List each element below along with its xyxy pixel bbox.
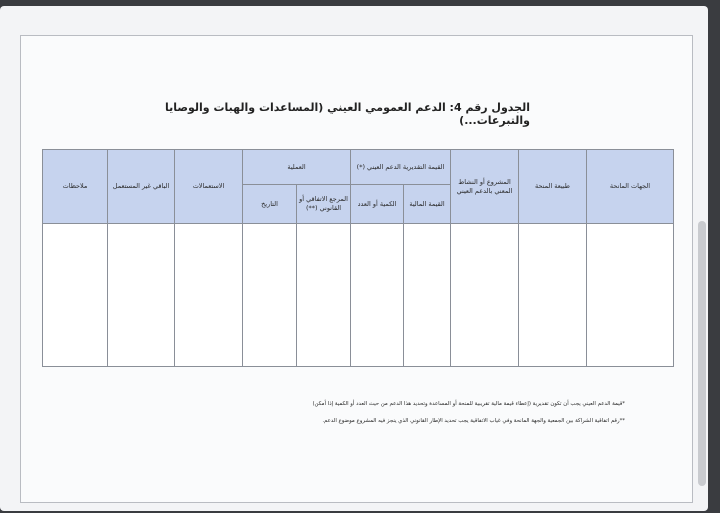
header-operation: العملية (243, 150, 351, 185)
support-table (42, 149, 674, 367)
table-cell (519, 224, 587, 367)
footnote-estimated-value: *قيمة الدعم العيني يجب أن تكون تقديرية (إعطاء قيمة مالية تقريبية للمنحة أو المساعدة وتحديد هذا الدعم من حيث العدد أو الكمية إذا أمكن) (312, 401, 625, 407)
header-quantity: الكمية أو العدد (351, 185, 404, 224)
footnote-legal-reference: **رقم اتفاقية الشراكة بين الجمعية والجهة المانحة وفي غياب الاتفاقية يجب تحديد الإطار القانوني الذي ينجز فيه المشروع موضوع الدعم. (322, 417, 625, 424)
table-cell (451, 224, 519, 367)
table-cell (351, 224, 404, 367)
table-cell (297, 224, 351, 367)
table-cell (108, 224, 175, 367)
header-remaining: الباقي غير المستعمل (108, 150, 175, 224)
table-cell (587, 224, 674, 367)
document-page (0, 6, 708, 511)
table-row (43, 224, 674, 367)
header-donor: الجهات المانحة (587, 150, 674, 224)
footnotes (200, 401, 625, 435)
table-cell (175, 224, 243, 367)
table-cell (404, 224, 451, 367)
header-uses: الاستعمالات (175, 150, 243, 224)
vertical-scrollbar[interactable] (698, 221, 706, 486)
table-title: الجدول رقم 4: الدعم العمومي العيني (المساعدات والهبات والوصايا والتبرعات...) (164, 101, 530, 127)
header-date: التاريخ (243, 185, 297, 224)
header-grant-type: طبيعة المنحة (519, 150, 587, 224)
header-remarks: ملاحظات (43, 150, 108, 224)
header-estimated-value: القيمة التقديرية الدعم العيني (*) (351, 150, 451, 185)
header-project: المشروع أو النشاط المعني بالدعم العيني (451, 150, 519, 224)
header-monetary-value: القيمة المالية (404, 185, 451, 224)
table-cell (43, 224, 108, 367)
table-cell (243, 224, 297, 367)
header-legal-reference: المرجع الاتفاقي أو القانوني (**) (297, 185, 351, 224)
